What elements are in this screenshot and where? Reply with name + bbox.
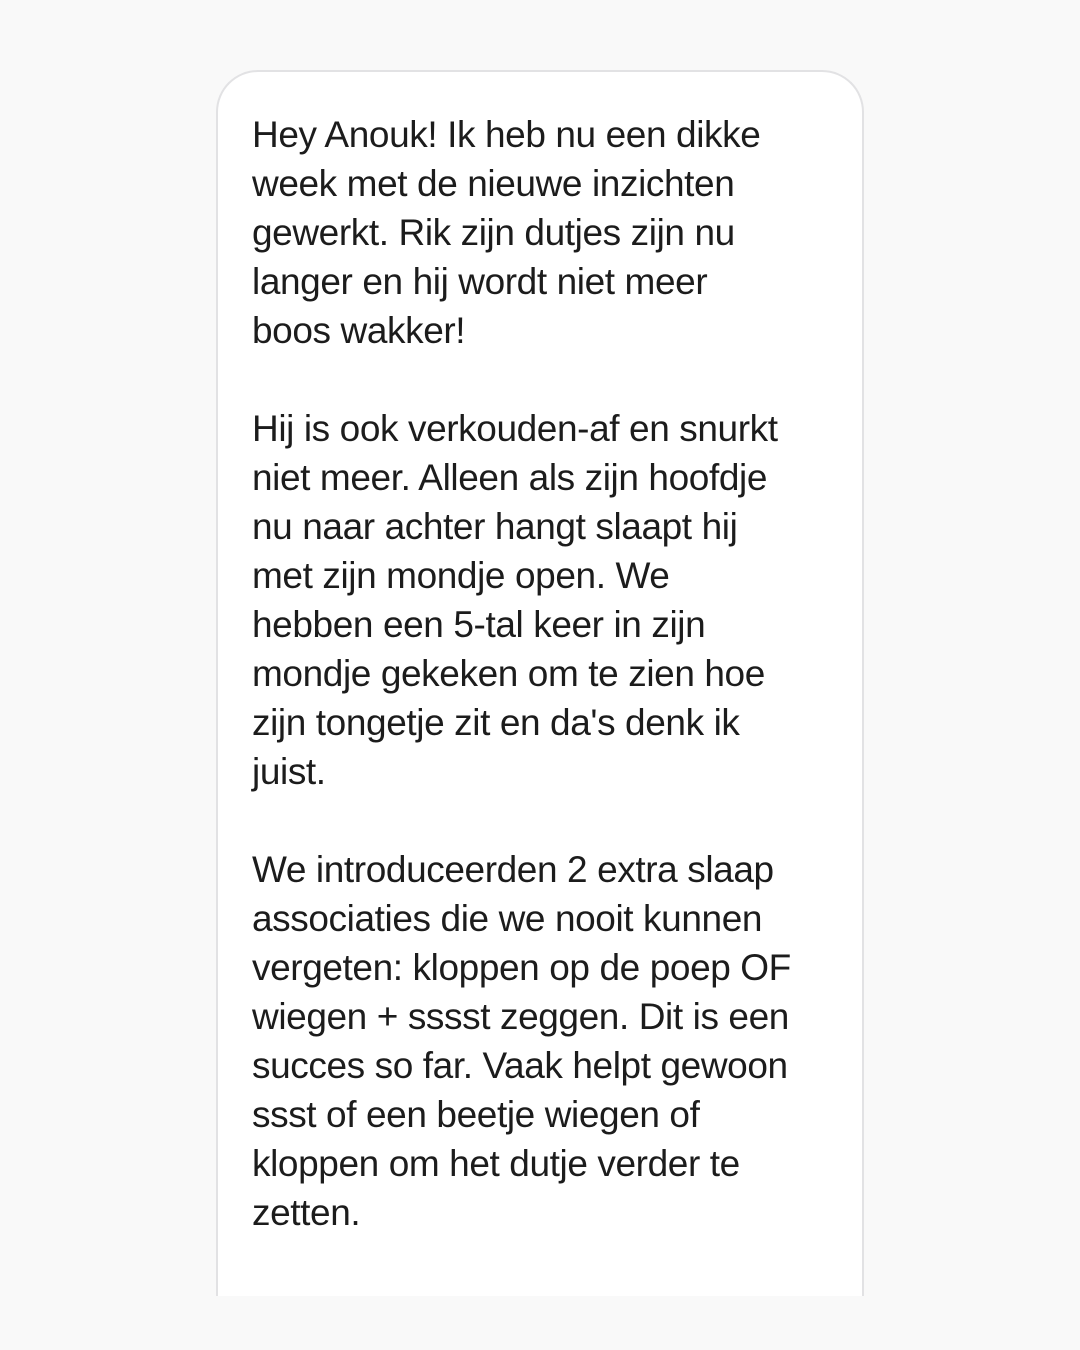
message-line: Hij is ook verkouden-af en snurkt (252, 408, 778, 449)
message-line: mondje gekeken om te zien hoe (252, 653, 765, 694)
message-line: We introduceerden 2 extra slaap (252, 849, 774, 890)
message-line: zetten. (252, 1192, 361, 1233)
message-line: ssst of een beetje wiegen of (252, 1094, 700, 1135)
message-bubble[interactable] (216, 70, 864, 1296)
message-line: kloppen om het dutje verder te (252, 1143, 740, 1184)
message-paragraph (252, 110, 832, 355)
message-line: succes so far. Vaak helpt gewoon (252, 1045, 788, 1086)
message-line: associaties die we nooit kunnen (252, 898, 763, 939)
message-line: hebben een 5-tal keer in zijn (252, 604, 706, 645)
message-line: niet meer. Alleen als zijn hoofdje (252, 457, 768, 498)
message-line: langer en hij wordt niet meer (252, 261, 708, 302)
message-line: wiegen + sssst zeggen. Dit is een (252, 996, 789, 1037)
message-line: gewerkt. Rik zijn dutjes zijn nu (252, 212, 735, 253)
message-paragraph (252, 845, 832, 1237)
message-text (252, 110, 832, 1237)
message-paragraph (252, 404, 832, 796)
message-line: zijn tongetje zit en da's denk ik (252, 702, 740, 743)
message-line: met zijn mondje open. We (252, 555, 670, 596)
message-line: nu naar achter hangt slaapt hij (252, 506, 738, 547)
message-line: juist. (252, 751, 326, 792)
message-line: week met de nieuwe inzichten (252, 163, 735, 204)
message-line: vergeten: kloppen op de poep OF (252, 947, 791, 988)
message-line: boos wakker! (252, 310, 466, 351)
message-line: Hey Anouk! Ik heb nu een dikke (252, 114, 761, 155)
